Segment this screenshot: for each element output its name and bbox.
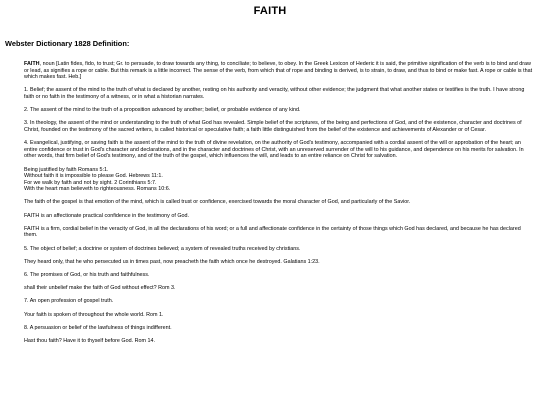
verse-line: For we walk by faith and not by sight. 2 Corinthians 5:7. xyxy=(24,179,157,186)
verse-line: With the heart man believeth to righteousness. Romans 10:6. xyxy=(24,186,171,193)
entry-etymology: , noun [Latin fides, fido, to trust; Gr. to persuade, to draw towards any thing, to conciliate; to believe, to obey. In the Greek Lexicon of Hederic it is said, the primitive signification of the verb is to bind and draw or lead, as signifies a rope or cable. But this remark is a little incorrect. The sense of the verb, from which that of rope and binding is derived, is to strain, to draw, and thus to bind or make fast. A rope or cable is that which makes fast. Heb.] xyxy=(24,61,533,81)
paragraph-gospel-faith: The faith of the gospel is that emotion of the mind, which is called trust or confidence, exercised towards the moral character of God, and particularly of the Savior. xyxy=(24,199,411,206)
entry-intro xyxy=(24,61,534,81)
definition-2: 2. The assent of the mind to the truth of a proposition advanced by another; belief, or probable evidence of any kind. xyxy=(24,107,301,114)
definition-body xyxy=(24,61,534,351)
definition-7: 7. An open profession of gospel truth. xyxy=(24,298,114,305)
definition-8: 8. A persuasion or belief of the lawfulness of things indifferent. xyxy=(24,324,172,331)
verse-line: Being justified by faith Romans 5:1. xyxy=(24,166,109,173)
verse-line: Without faith it is impossible to please God. Hebrews 11:1. xyxy=(24,173,163,180)
verse-list xyxy=(24,167,534,193)
definition-1: 1. Belief; the assent of the mind to the truth of what is declared by another, resting on his authority and veracity, without other evidence; the judgment that what another states or testifies is the truth. I have strong faith or no faith in the testimony of a witness, or in what a historian narrates. xyxy=(24,87,525,100)
definition-4: 4. Evangelical, justifying, or saving faith is the assent of the mind to the truth of divine revelation, on the authority of God's testimony, accompanied with a cordial assent of the will or approbation of the heart; an entire confidence or trust in God's character and declarations, and in the character and doctrines of Christ, with an unreserved surrender of the will to his guidance, and dependence on his merits for salvation. In other words, that firm belief of God's testimony, and of the truth of the gospel, which influences the will, and leads to an entire reliance on Christ for salvation. xyxy=(24,140,524,160)
paragraph-rom-14: Hast thou faith? Have it to thyself before God. Rom 14. xyxy=(24,337,155,344)
paragraph-rom-3: shall their unbelief make the faith of God without effect? Rom 3. xyxy=(24,285,176,292)
section-heading: Webster Dictionary 1828 Definition: xyxy=(5,39,130,48)
paragraph-firm-belief: FAITH is a firm, cordial belief in the veracity of God, in all the declarations of his word; or a full and affectionate confidence in the certainty of those things which God has declared, and because he has declared them. xyxy=(24,225,521,239)
page-title: FAITH xyxy=(253,5,287,17)
paragraph-affectionate: FAITH is an affectionate practical confidence in the testimony of God. xyxy=(24,212,190,219)
definition-5: 5. The object of belief; a doctrine or system of doctrines believed; a system of revealed truths received by christians. xyxy=(24,245,301,252)
entry-term: FAITH xyxy=(24,61,40,67)
paragraph-rom-1: Your faith is spoken of throughout the whole world. Rom 1. xyxy=(24,311,164,318)
definition-6: 6. The promises of God, or his truth and faithfulness. xyxy=(24,272,150,278)
paragraph-galatians: They heard only, that he who persecuted us in times past, now preacheth the faith which once he destroyed. Galatians 1:23. xyxy=(24,258,320,265)
definition-3: 3. In theology, the assent of the mind or understanding to the truth of what God has revealed. Simple belief of the scriptures, of the being and perfections of God, and of the existence, character and doctrines of Christ, founded on the testimony of the sacred writers, is called historical or speculative faith; a faith little distinguished from the belief of the existence and achievements of Alexander or of Cesar. xyxy=(24,120,522,133)
